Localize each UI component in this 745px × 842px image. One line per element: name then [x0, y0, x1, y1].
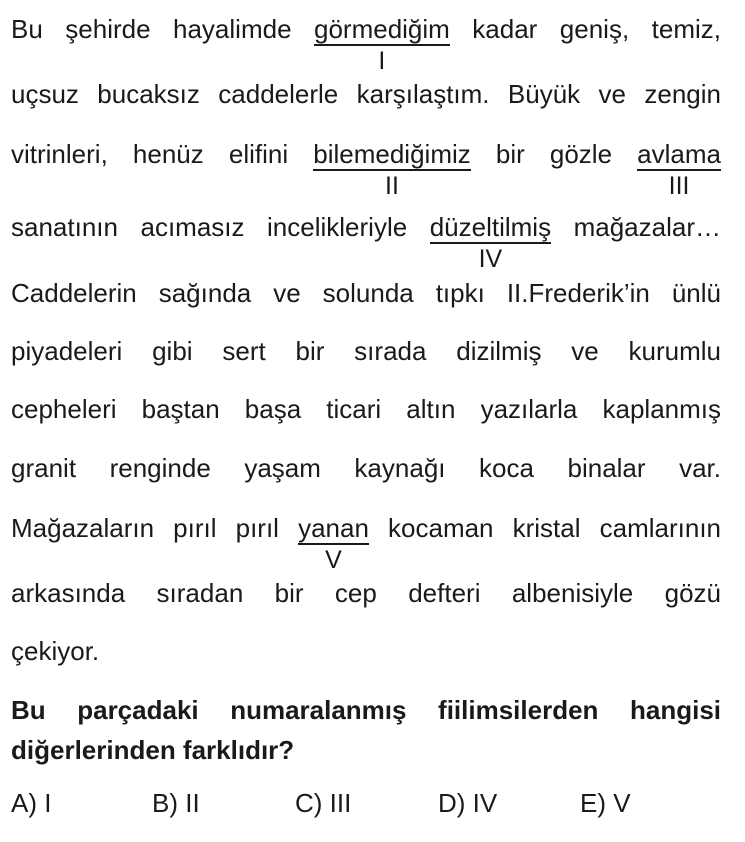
question-stem	[11, 690, 731, 770]
passage-line-7: cepheleri baştan başa ticari altın yazılarla kaplanmış	[11, 394, 721, 424]
option-e[interactable]: E) V	[580, 788, 631, 818]
marked-word-2: bilemediğimiz II	[313, 139, 471, 200]
option-c[interactable]: C) III	[295, 788, 352, 818]
passage-line-11: çekiyor.	[11, 636, 100, 666]
numeral-4: IV	[478, 245, 503, 273]
numeral-2: II	[385, 172, 399, 200]
numeral-5: V	[325, 546, 342, 574]
answer-options	[11, 786, 731, 820]
passage-line-5: Caddelerin sağında ve solunda tıpkı II.Frederik’in ünlü	[11, 278, 721, 308]
option-d[interactable]: D) IV	[438, 788, 498, 818]
passage-line-8: granit renginde yaşam kaynağı koca binalar var.	[11, 453, 721, 483]
passage-line-6: piyadeleri gibi sert bir sırada dizilmiş ve kurumlu	[11, 336, 721, 366]
option-a[interactable]: A) I	[11, 788, 52, 818]
option-b[interactable]: B) II	[152, 788, 200, 818]
passage-line-4: sanatının acımasız incelikleriyle düzeltilmiş IV mağazalar…	[11, 212, 721, 273]
marked-word-4: düzeltilmiş IV	[429, 212, 552, 273]
passage-line-9: Mağazaların pırıl pırıl yanan V kocaman kristal camlarının	[11, 513, 721, 574]
passage-line-1: Bu şehirde hayalimde görmediğim I kadar geniş, temiz,	[11, 14, 721, 75]
passage-line-2: uçsuz bucaksız caddelerle karşılaştım. Büyük ve zengin	[11, 79, 721, 109]
numeral-1: I	[378, 47, 386, 75]
question-line-1: Bu parçadaki numaralanmış fiilimsilerden hangisi	[11, 695, 721, 725]
marked-word-3: avlama III	[637, 139, 721, 200]
passage-line-10: arkasında sıradan bir cep defteri albenisiyle gözü	[11, 578, 721, 608]
passage-line-3: vitrinleri, henüz elifini bilemediğimiz II bir gözle avlama III	[11, 139, 721, 200]
marked-word-5: yanan V	[298, 513, 369, 574]
question-line-2: diğerlerinden farklıdır?	[11, 735, 295, 765]
numeral-3: III	[668, 172, 690, 200]
marked-word-1: görmediğim I	[314, 14, 450, 75]
